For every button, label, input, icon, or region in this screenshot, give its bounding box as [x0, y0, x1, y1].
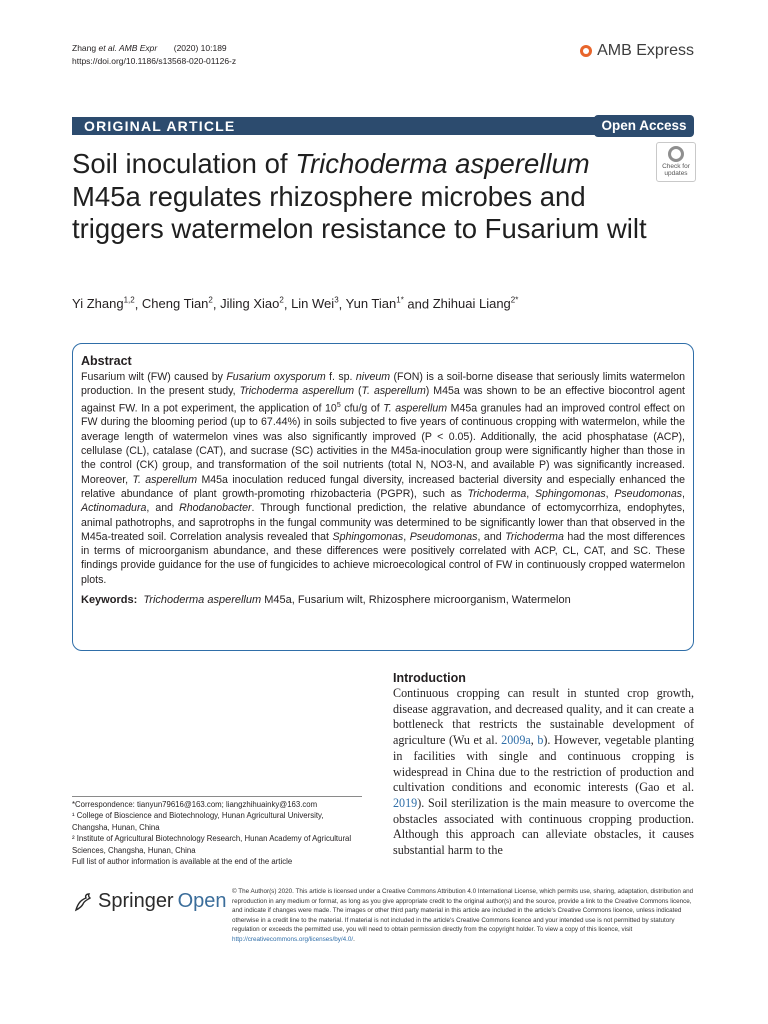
abstract-box — [72, 343, 694, 651]
journal-name: AMB Express — [597, 42, 694, 59]
publisher-name: Springer — [98, 890, 174, 912]
affiliation-2: ² Institute of Agricultural Biotechnology Research, Hunan Academy of Agricultural Sciences, Changsha, Hunan, China — [72, 834, 352, 855]
author[interactable]: Yun Tian$^{1*}$ — [345, 296, 404, 312]
keywords-rest: M45a, Fusarium wilt, Rhizosphere microorganism, Watermelon — [261, 593, 571, 606]
article-type-bar — [72, 117, 624, 135]
title-species: Trichoderma asperellum — [295, 148, 590, 179]
article-type: ORIGINAL ARTICLE — [84, 118, 236, 134]
doi-link[interactable]: https://doi.org/10.1186/s13568-020-01126-z — [72, 56, 237, 66]
abstract-heading: Abstract — [81, 354, 132, 368]
author-list: Yi Zhang$^{1,2}$, Cheng Tian$^2$, Jiling Xiao$^2$, Lin Wei$^3$, Yun Tian$^{1*}$ and Zhihuai Liang$^{2*}$ — [72, 296, 519, 312]
author[interactable]: Lin Wei$^3$ — [291, 296, 339, 312]
license-text: © The Author(s) 2020. This article is licensed under a Creative Commons Attribution 4.0 International License, which permits use, sharing, adaptation, distribution and reproduction in any medium or format, as long as you give appropriate credit to the original author(s) and the source, provide a link to the Creative Commons licence, and indicate if changes were made. The images or other third party material in this article are included in the article's Creative Commons licence, unless indicated otherwise in a credit line to the material. If material is not included in the article's Creative Commons licence and your intended use is not permitted by statutory regulation or exceeds the permitted use, you will need to obtain permission directly from the copyright holder. To view a copy of this licence, visit http://creativecommons.org/licenses/by/4.0/. — [232, 888, 694, 943]
citation-link[interactable]: 2019 — [393, 795, 418, 810]
author[interactable]: Cheng Tian$^2$ — [141, 296, 213, 312]
citation-link[interactable]: 2009a — [501, 733, 531, 748]
introduction-text: Continuous cropping can result in stunted crop growth, disease aggravation, and decreased quality, and it can create a bottleneck that restricts the sustainable development of agriculture (Wu et al. 2009a, b). However, vegetable planting in facilities with single and continuous cropping is widespread in China due to the restriction of production and cultivation conditions and economic interests (Gao et al. 2019). Soil sterilization is the main measure to overcome the obstacles associated with continuous cropping production. Although this approach can alleviate obstacles, it causes substantial harm to the — [393, 686, 695, 858]
check-updates-line1: Check for — [662, 163, 690, 170]
author[interactable]: Zhihuai Liang$^{2*}$ — [432, 296, 519, 312]
author[interactable]: Yi Zhang$^{1,2}$ — [72, 296, 135, 312]
open-access-badge: Open Access — [594, 115, 694, 137]
springer-open-logo[interactable] — [72, 890, 227, 913]
abstract-text: Fusarium wilt (FW) caused by Fusarium oxysporum f. sp. niveum (FON) is a soil-borne disease that seriously limits watermelon production. In the present study, Trichoderma asperellum (T. asperellum) M45a was shown to be an effective biocontrol agent against FW. In a pot experiment, the application of $10^5$ cfu/g of T. asperellum M45a granules had an improved control effect on FW during the blooming period (up to 67.44%) in soils subjected to five years of continuous cropping with watermelon, while the average length of watermelon vines was also significantly improved (P < 0.05). Additionally, the acid phosphatase (ACP), cellulase (CL), catalase (CAT), and sucrase (SC) activities in the M45a-inoculation group were significantly higher than those in the control (CK) group, and transformation of the soil nutrients (total N, NO3-N, and available P) was significantly increased. Moreover, T. asperellum M45a inoculation reduced fungal diversity, increased bacterial diversity and especially enhanced the relative abundance of plant growth-promoting rhizobacteria (PGPR), such as Trichoderma, Sphingomonas, Pseudomonas, Actinomadura, and Rhodanobacter. Through functional prediction, the relative abundance of ectomycorrhiza, endophytes, animal pathotrophs, and saprotrophs in the fungal community was determined to be significantly lower than that observed in the M45a-treated soil. Correlation analysis revealed that Sphingomonas, Pseudomonas, and Trichoderma had the most differences in terms of microorganism abundance, and these differences were positively correlated with ACP, CL, CAT, and SC. These findings provide guidance for the use of fungicides to achieve microecological control of FW in continuously cropped watermelon plots. — [81, 371, 686, 586]
citation-year: (2020) 10:189 — [173, 43, 227, 53]
article-banner — [72, 117, 694, 135]
title-part2: M45a regulates rhizosphere microbes and triggers watermelon resistance to Fusarium wilt — [72, 180, 647, 244]
introduction-heading: Introduction — [393, 671, 466, 685]
check-updates-line2: updates — [664, 170, 688, 177]
citation-link[interactable]: b — [537, 733, 544, 748]
title-part1: Soil inoculation of — [72, 148, 296, 179]
correspondence-emails[interactable]: *Correspondence: tianyun79616@163.com; liangzhihuainky@163.com — [72, 800, 318, 809]
springer-horse-icon — [72, 891, 94, 913]
check-for-updates-button[interactable] — [656, 142, 696, 182]
journal-brand[interactable] — [580, 42, 694, 60]
citation-header — [72, 42, 236, 68]
correspondence-footnote — [72, 796, 362, 867]
keywords-species: Trichoderma asperellum — [143, 593, 262, 606]
citation-authors: Zhang — [72, 43, 99, 53]
keywords — [81, 593, 685, 607]
keywords-label: Keywords: — [81, 593, 138, 606]
affiliation-1: ¹ College of Bioscience and Biotechnology, Hunan Agricultural University, Changsha, Hunan, China — [72, 811, 324, 832]
publisher-suffix: Open — [177, 890, 227, 912]
author[interactable]: Jiling Xiao$^2$ — [220, 296, 284, 312]
journal-logo-icon — [580, 45, 592, 57]
article-title — [72, 148, 652, 246]
check-updates-icon — [668, 146, 684, 162]
license-link[interactable]: http://creativecommons.org/licenses/by/4.0/ — [232, 935, 354, 943]
author-info-note: Full list of author information is available at the end of the article — [72, 857, 293, 867]
citation-journal: et al. AMB Expr — [98, 43, 158, 53]
